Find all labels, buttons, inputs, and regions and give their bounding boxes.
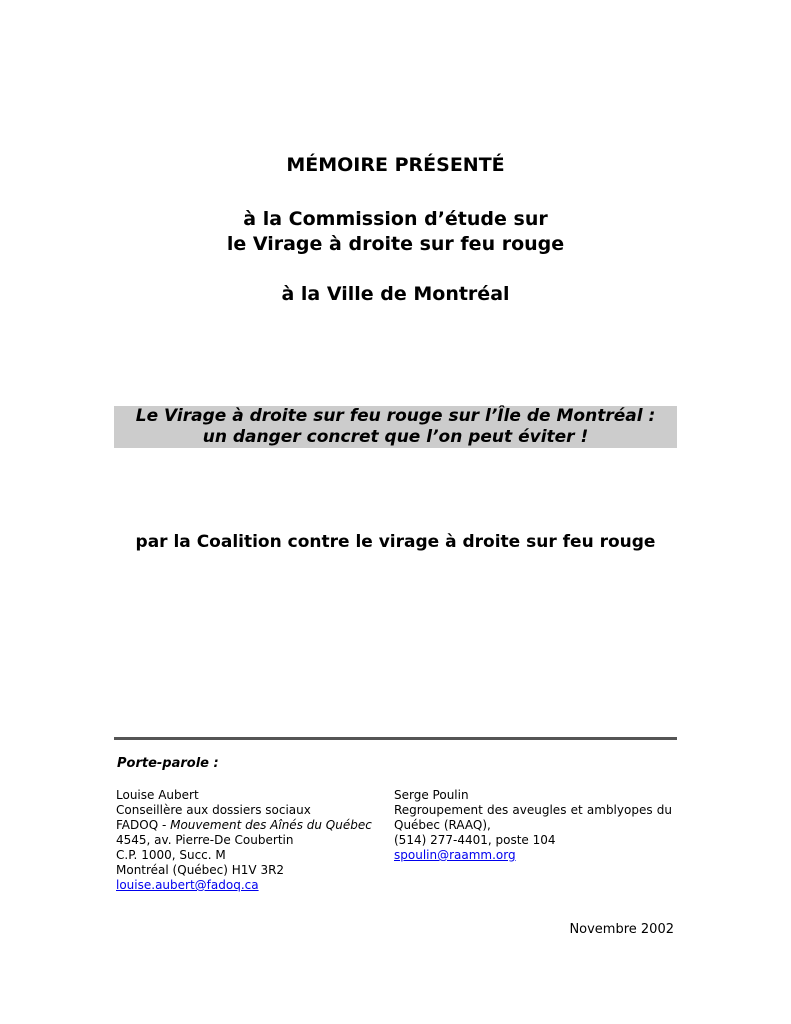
horizontal-divider <box>114 737 677 740</box>
contact-name: Serge Poulin <box>394 788 469 802</box>
commission-heading <box>0 207 791 257</box>
contact-block-left <box>116 788 376 893</box>
address-line-3: Montréal (Québec) H1V 3R2 <box>116 863 285 877</box>
coalition-byline: par la Coalition contre le virage à droite sur feu rouge <box>135 532 656 552</box>
contact-role: Conseillère aux dossiers sociaux <box>116 803 311 817</box>
org-prefix: FADOQ - <box>116 818 171 832</box>
document-date: Novembre 2002 <box>569 922 674 937</box>
title-line-memoire: MÉMOIRE PRÉSENTÉ <box>286 154 505 176</box>
org-name-italic: Mouvement des Aînés du Québec <box>170 818 372 832</box>
title-line-ville: à la Ville de Montréal <box>281 283 510 305</box>
spokespersons-label: Porte-parole : <box>117 756 219 771</box>
email-link-louise[interactable]: louise.aubert@fadoq.ca <box>116 878 259 892</box>
org-line-1: Regroupement des aveugles et amblyopes du <box>394 803 672 817</box>
address-line-2: C.P. 1000, Succ. M <box>116 848 226 862</box>
title-line-virage: le Virage à droite sur feu rouge <box>226 233 565 255</box>
title-line-commission: à la Commission d’étude sur <box>243 208 548 230</box>
document-title <box>0 153 791 178</box>
email-link-serge[interactable]: spoulin@raamm.org <box>394 848 516 862</box>
contact-organization <box>116 818 376 833</box>
contact-name: Louise Aubert <box>116 788 199 802</box>
address-line-1: 4545, av. Pierre-De Coubertin <box>116 833 294 847</box>
subtitle-banner <box>114 406 677 448</box>
org-line-2: Québec (RAAQ), <box>394 818 491 832</box>
banner-line-1: Le Virage à droite sur feu rouge sur l’Île de Montréal : <box>135 406 656 426</box>
city-heading <box>0 282 791 307</box>
contact-block-right <box>394 788 672 863</box>
banner-line-2: un danger concret que l’on peut éviter ! <box>202 427 589 447</box>
phone-number: (514) 277-4401, poste 104 <box>394 833 556 847</box>
